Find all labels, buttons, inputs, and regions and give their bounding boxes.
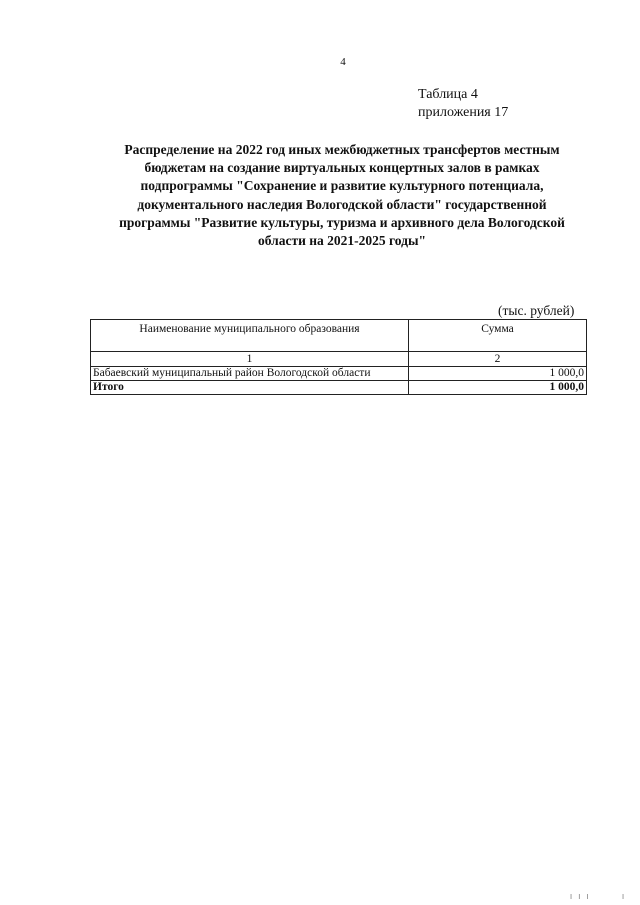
title-line: программы "Развитие культуры, туризма и архивного дела Вологодской bbox=[119, 214, 565, 230]
total-label: Итого bbox=[91, 381, 409, 395]
units-label: (тыс. рублей) bbox=[498, 303, 575, 318]
title-line: Распределение на 2022 год иных межбюджетных трансфертов местным bbox=[124, 142, 560, 157]
table-ref-line-1: Таблица 4 bbox=[418, 87, 478, 102]
title-line: подпрограммы "Сохранение и развитие культурного потенциала, bbox=[140, 178, 544, 194]
table-row bbox=[91, 367, 587, 381]
title-line: бюджетам на создание виртуальных концертных залов в рамках bbox=[144, 160, 540, 176]
footer-scan-mark: I bbox=[622, 893, 625, 901]
column-number: 2 bbox=[409, 352, 587, 367]
column-number-row bbox=[91, 352, 587, 367]
total-amount: 1 000,0 bbox=[409, 381, 587, 395]
table-header-row bbox=[91, 320, 587, 352]
table-ref-line-2: приложения 17 bbox=[418, 105, 509, 120]
municipality-name: Бабаевский муниципальный район Вологодской области bbox=[91, 367, 409, 381]
distribution-table bbox=[90, 319, 587, 395]
header-amount: Сумма bbox=[409, 320, 587, 352]
page-number: 4 bbox=[340, 56, 346, 68]
title-line: документального наследия Вологодской области" государственной bbox=[137, 196, 547, 212]
total-row bbox=[91, 381, 587, 395]
header-municipality: Наименование муниципального образования bbox=[91, 320, 409, 352]
table-reference bbox=[418, 86, 508, 122]
amount-value: 1 000,0 bbox=[409, 367, 587, 381]
column-number: 1 bbox=[91, 352, 409, 367]
footer-scan-marks: I I I bbox=[570, 893, 591, 901]
title-line: области на 2021-2025 годы" bbox=[257, 233, 427, 249]
document-title bbox=[92, 141, 592, 250]
